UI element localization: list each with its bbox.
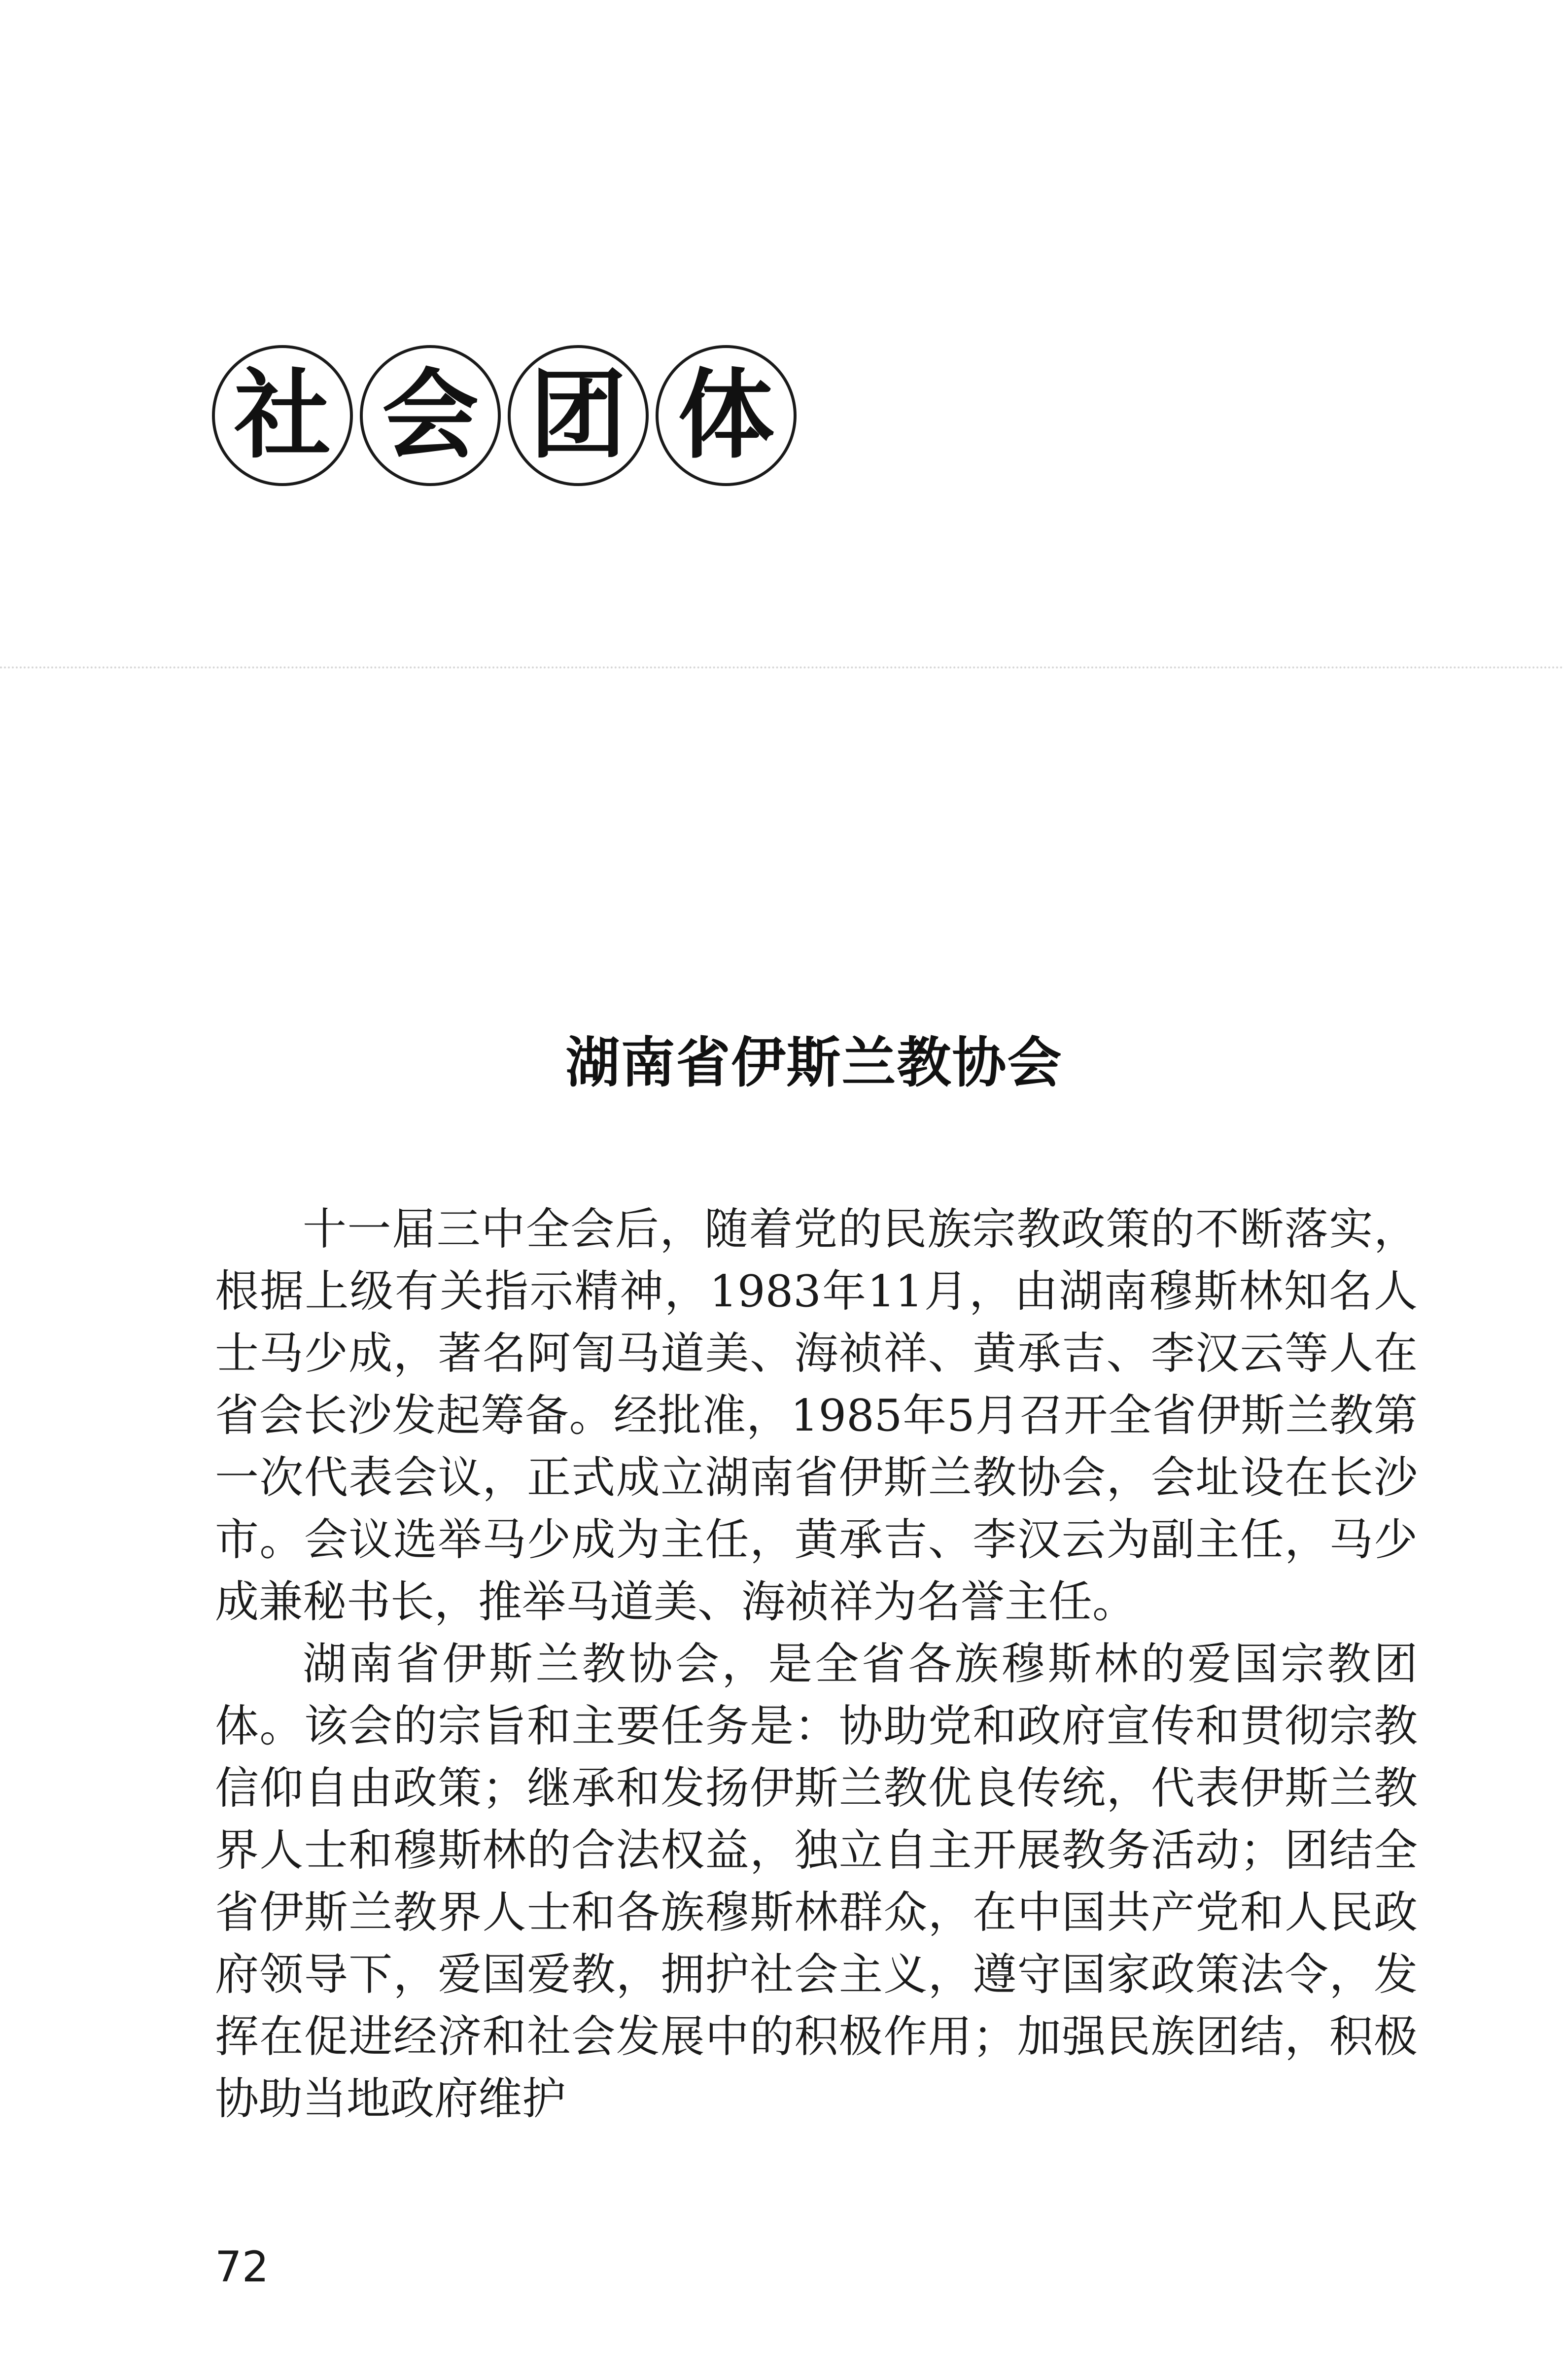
paragraph-1: 十一届三中全会后，随着党的民族宗教政策的不断落实，根据上级有关指示精神，1983年11月，由湖南穆斯林知名人士马少成，著名阿訇马道美、海祯祥、黄承吉、李汉云等人在省会长沙发起筹备。经批准，1985年5月召开全省伊斯兰教第一次代表会议，正式成立湖南省伊斯兰教协会，会址设在长沙市。会议选举马少成为主任，黄承吉、李汉云为副主任，马少成兼秘书长，推举马道美、海祯祥为名誉主任。 xyxy=(215,1203,1418,1627)
section-title-char-1: 社 xyxy=(212,345,353,486)
section-title-char-4: 体 xyxy=(656,345,797,486)
section-title-char-3: 团 xyxy=(508,345,649,486)
paragraph-2: 湖南省伊斯兰教协会，是全省各族穆斯林的爱国宗教团体。该会的宗旨和主要任务是：协助党和政府宣传和贯彻宗教信仰自由政策；继承和发扬伊斯兰教优良传统，代表伊斯兰教界人士和穆斯林的合法权益，独立自主开展教务活动；团结全省伊斯兰教界人士和各族穆斯林群众，在中国共产党和人民政府领导下，爱国爱教，拥护社会主义，遵守国家政策法令，发挥在促进经济和社会发展中的积极作用；加强民族团结，积极协助当地政府维护 xyxy=(215,1638,1418,2124)
page-number: 72 xyxy=(215,2242,269,2292)
section-title-char-2: 会 xyxy=(360,345,501,486)
section-divider xyxy=(0,666,1564,668)
section-title xyxy=(212,345,797,486)
article-body xyxy=(215,1198,1418,2130)
article-title: 湖南省伊斯兰教协会 xyxy=(565,1031,1063,1094)
